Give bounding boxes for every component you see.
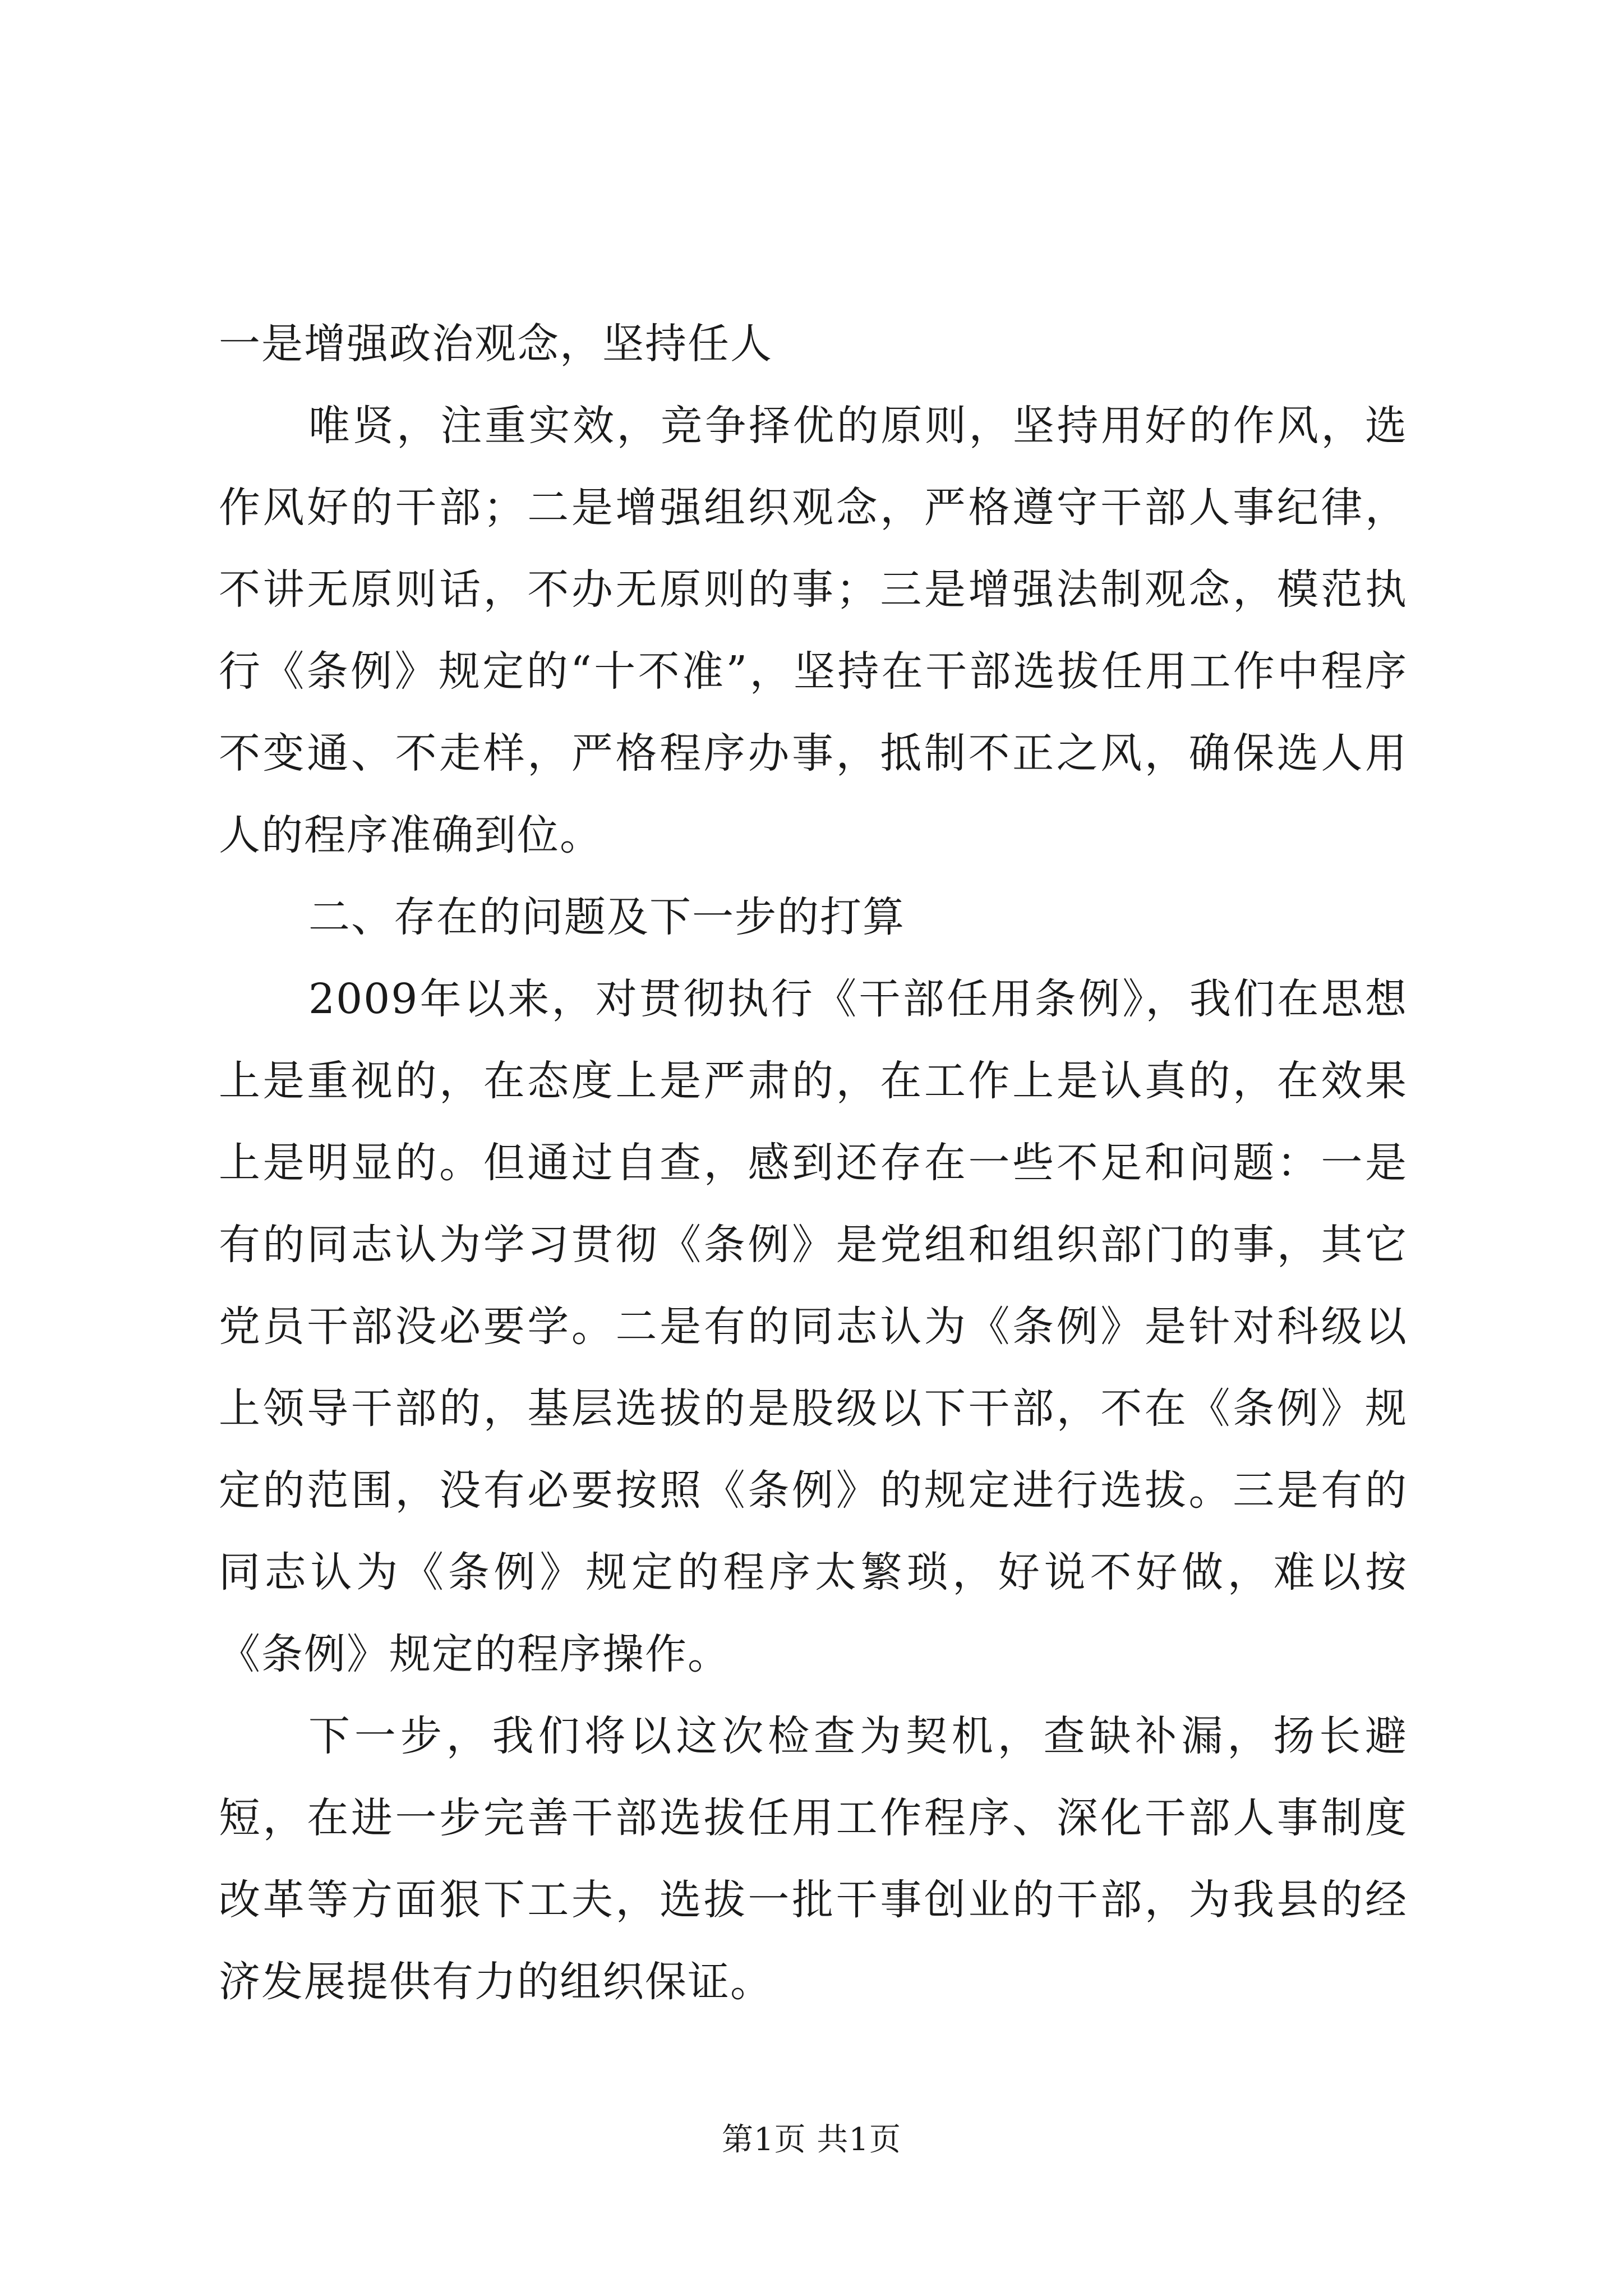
document-body	[219, 303, 1408, 2023]
paragraph-1: 一是增强政治观念，坚持任人	[219, 320, 773, 368]
paragraph-3: 2009年以来，对贯彻执行《干部任用条例》，我们在思想上是重视的，在态度上是严肃的，在工作上是认真的，在效果上是明显的。但通过自查，感到还存在一些不足和问题：一是有的同志认为学习贯彻《条例》是党组和组织部门的事，其它党员干部没必要学。二是有的同志认为《条例》是针对科级以上领导干部的，基层选拔的是股级以下干部，不在《条例》规定的范围，没有必要按照《条例》的规定进行选拔。三是有的同志认为《条例》规定的程序太繁琐，好说不好做，难以按《条例》规定的程序操作。	[219, 975, 1408, 1678]
paragraph-2: 唯贤，注重实效，竞争择优的原则，坚持用好的作风，选作风好的干部；二是增强组织观念，严格遵守干部人事纪律，不讲无原则话，不办无原则的事；三是增强法制观念，模范执行《条例》规定的“十不准”，坚持在干部选拔任用工作中程序不变通、不走样，严格程序办事，抵制不正之风，确保选人用人的程序准确到位。	[219, 402, 1408, 859]
page-number-footer: 第1页 共1页	[721, 2122, 902, 2158]
paragraph-4: 下一步，我们将以这次检查为契机，查缺补漏，扬长避短，在进一步完善干部选拔任用工作程序、深化干部人事制度改革等方面狠下工夫，选拔一批干事创业的干部，为我县的经济发展提供有力的组织保证。	[219, 1712, 1408, 2006]
section-heading: 二、存在的问题及下一步的打算	[308, 893, 905, 941]
